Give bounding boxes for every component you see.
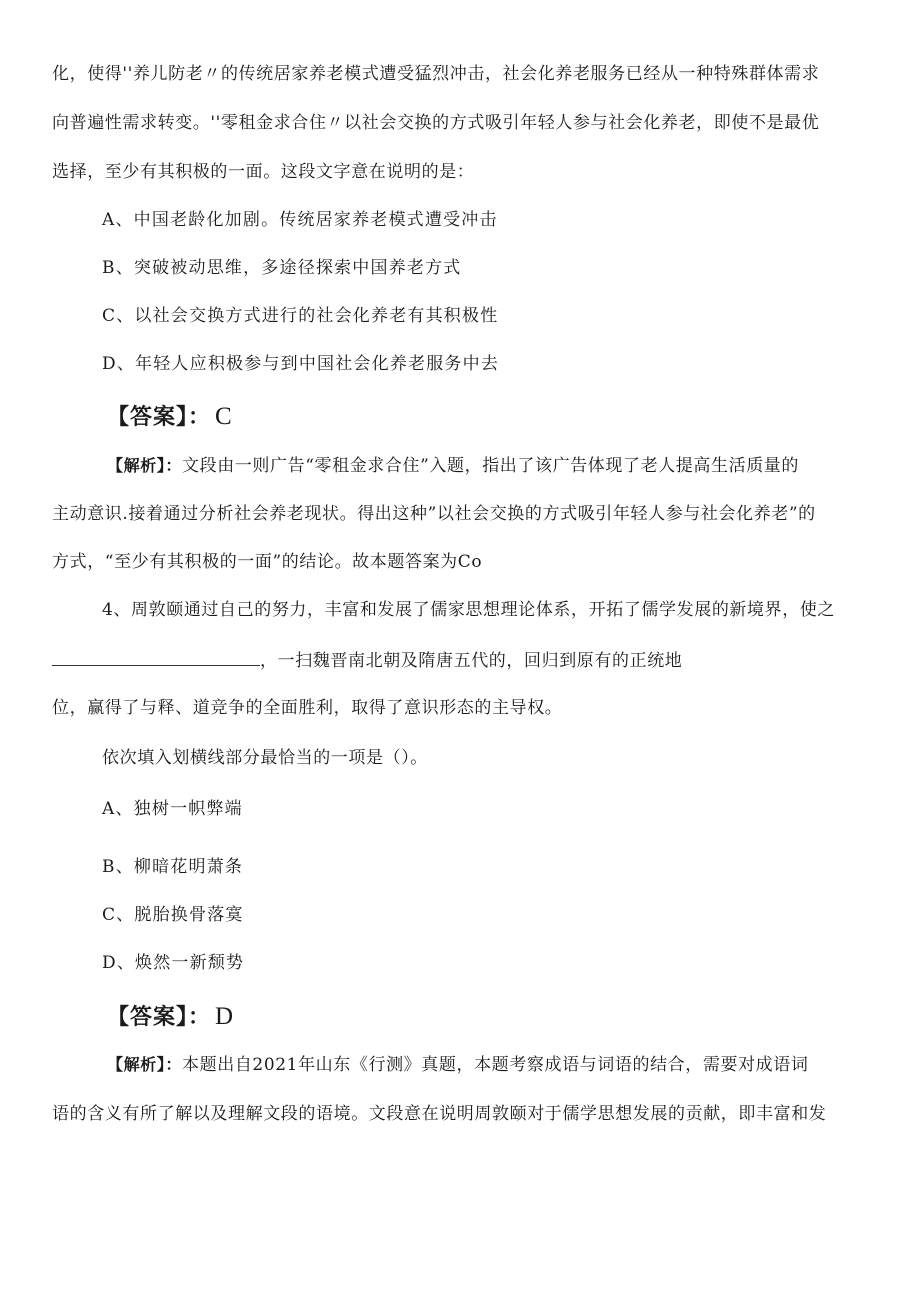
- q4-answer-label: 【答案】：: [107, 1005, 212, 1030]
- q4-option-c: C、脱胎换骨落寞: [102, 905, 244, 925]
- q3-option-b: B、突破被动思维，多途径探索中国养老方式: [102, 258, 462, 278]
- q3-option-c: C、以社会交换方式进行的社会化养老有其积极性: [102, 306, 499, 326]
- q4-option-a: A、独树一帜弊端: [102, 799, 243, 819]
- q3-option-a: A、中国老龄化加剧。传统居家养老模式遭受冲击: [102, 210, 498, 230]
- q4-stem-line-2: [52, 647, 682, 673]
- q3-stem-line-1: 化，使得''养儿防老〃的传统居家养老模式遭受猛烈冲击，社会化养老服务已经从一种特殊群体需求: [52, 64, 820, 84]
- q3-analysis-text-1: 文段由一则广告“零租金求合住”入题，指出了该广告体现了老人提高生活质量的: [182, 456, 799, 476]
- q4-analysis-line-1: [107, 1053, 808, 1077]
- q3-option-d: D、年轻人应积极参与到中国社会化养老服务中去: [102, 354, 500, 374]
- q4-option-d: D、焕然一新颓势: [102, 953, 245, 973]
- q4-stem-line-2-text: ，一扫魏晋南北朝及隋唐五代的，回归到原有的正统地: [260, 651, 683, 671]
- q4-stem-line-3: 位，赢得了与释、道竞争的全面胜利，取得了意识形态的主导权。: [52, 698, 563, 718]
- q4-prompt: 依次填入划横线部分最恰当的一项是（）。: [102, 748, 428, 768]
- q3-stem-line-2: 向普遍性需求转变。''零租金求合住〃以社会交换的方式吸引年轻人参与社会化养老，即使不是最优: [52, 113, 820, 133]
- q4-analysis-line-2: 语的含义有所了解以及理解文段的语境。文段意在说明周敦颐对于儒学思想发展的贡献，即丰富和发: [52, 1104, 827, 1124]
- q4-answer-value: D: [215, 1003, 235, 1030]
- q3-answer-value: C: [215, 403, 233, 430]
- q4-analysis-label: 【解析】：: [107, 1055, 183, 1074]
- fill-in-blank: [52, 647, 260, 666]
- q3-analysis-line-2: 主动意识.接着通过分析社会养老现状。得出这种”以社会交换的方式吸引年轻人参与社会化养老”的: [52, 504, 816, 524]
- q4-answer: [107, 1000, 234, 1031]
- q3-stem-line-3: 选择，至少有其积极的一面。这段文字意在说明的是：: [52, 162, 475, 182]
- q3-analysis-line-3: 方式，“至少有其积极的一面”的结论。故本题答案为Co: [52, 552, 483, 572]
- q3-analysis-label: 【解析】：: [107, 456, 183, 475]
- q3-analysis-line-1: [107, 454, 799, 478]
- q4-stem-line-1: 4、周敦颐通过自己的努力，丰富和发展了儒家思想理论体系，开拓了儒学发展的新境界，使之: [102, 600, 836, 620]
- q3-answer-label: 【答案】：: [107, 405, 212, 430]
- q3-answer: [107, 400, 233, 431]
- q4-analysis-text-1: 本题出自2021年山东《行测》真题，本题考察成语与词语的结合，需要对成语词: [182, 1055, 809, 1075]
- q4-option-b: B、柳暗花明萧条: [102, 857, 244, 877]
